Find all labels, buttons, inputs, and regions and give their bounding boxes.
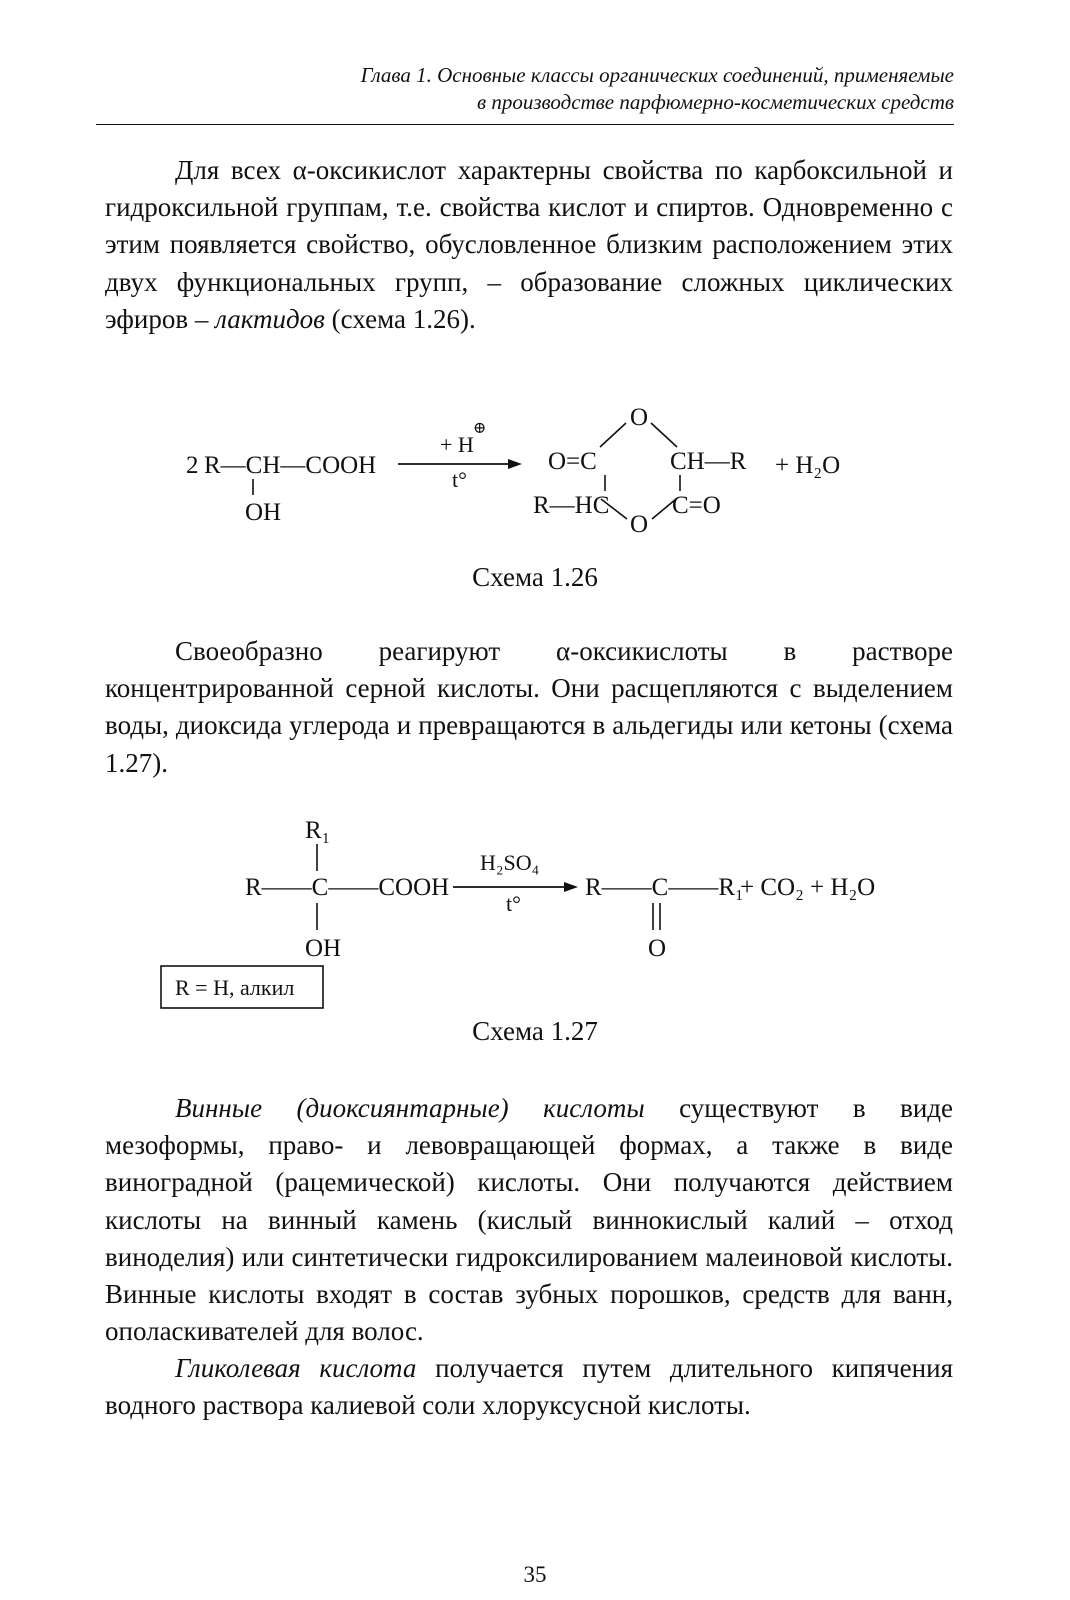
paragraph-lactides-tail: (схема 1.26).	[324, 303, 476, 334]
condition-acid: + H	[440, 432, 474, 457]
note-text: R = H, алкил	[175, 975, 295, 1000]
reactant-chain: R—CH—COOH	[204, 452, 377, 479]
condition-heat: t°	[506, 891, 521, 916]
ring-left-bottom: R—HC	[533, 492, 610, 519]
paragraph-sulfuric: Своеобразно реагируют α-оксикислоты в растворе концентрированной серной кислоты. Они расщепляются с выделением воды, диоксида углерода и превращаются в альдегиды или кетоны (схема 1.27).	[105, 636, 953, 778]
reaction-arrow-head	[564, 882, 578, 892]
product-oxygen: O	[648, 935, 667, 962]
ring-right-bottom: C=O	[672, 492, 721, 519]
header-rule	[96, 124, 954, 125]
condition-h2so4: H₂SO₄	[480, 850, 540, 875]
paragraph-tartaric	[105, 1090, 953, 1350]
scheme-1-27	[0, 808, 1070, 1018]
reactant-oh: OH	[305, 935, 342, 962]
paragraph-glycolic-text: получается путем длительного кипячения водного раствора калиевой соли хлоруксусной кислоты.	[105, 1353, 953, 1421]
scheme-1-27-drawing	[0, 808, 1070, 1018]
scheme-1-26	[0, 395, 1070, 535]
ring-bond-top-right	[651, 423, 677, 447]
substituent-r1: R₁	[305, 817, 331, 844]
condition-heat: t°	[452, 467, 467, 492]
term-glycolic-acid: Гликолевая кислота	[175, 1353, 417, 1383]
ring-right-top: CH—R	[670, 448, 747, 475]
running-header	[96, 62, 954, 116]
reactant-chain: R——C——COOH	[245, 874, 450, 901]
page-number: 35	[523, 1562, 547, 1587]
scheme-1-26-drawing	[0, 395, 1070, 535]
paragraph-lactides	[105, 152, 953, 338]
reaction-arrow-head	[508, 459, 522, 469]
ring-oxygen-top: O	[630, 404, 649, 431]
term-tartaric-acids: Винные (диоксиянтарные) кислоты	[175, 1093, 645, 1123]
term-lactides: лактидов	[215, 303, 325, 334]
scheme-1-27-caption: Схема 1.27	[472, 1016, 598, 1046]
ring-bond-top-left	[600, 423, 626, 447]
byproducts: + CO₂ + H₂O	[740, 874, 876, 901]
ring-left-top: O=C	[548, 448, 597, 475]
scheme-1-26-caption: Схема 1.26	[472, 562, 598, 592]
condition-charge: ⊕	[473, 420, 487, 437]
reactant-oh: OH	[245, 499, 282, 526]
paragraph-tartaric-text: существуют в виде мезоформы, право- и левовращающей формах, а также в виде виноградной (рацемической) кислоты. Они получаются действием кислоты на винный камень (кислый виннокислый калий – отход виноделия) или синтетически гидроксилированием малеиновой кислоты. Винные кислоты входят в состав зубных порошков, средств для ванн, ополаскивателей для волос.	[105, 1093, 953, 1347]
paragraph-glycolic	[105, 1350, 953, 1424]
ring-oxygen-bottom: O	[630, 511, 649, 535]
product-chain: R——C——R₁	[585, 874, 744, 901]
running-header-line-2: в производстве парфюмерно-косметических средств	[476, 90, 954, 114]
paragraph-lactides-text: Для всех α-оксикислот характерны свойства по карбоксильной и гидроксильной группам, т.е. свойства кислот и спиртов. Одновременно с этим появляется свойство, обусловленное близким расположением этих двух функциональных групп, – образование сложных циклических эфиров –	[105, 155, 953, 334]
reactant-coefficient: 2	[186, 452, 199, 479]
running-header-line-1: Глава 1. Основные классы органических соединений, применяемые	[360, 63, 954, 87]
byproduct-water: + H₂O	[775, 452, 841, 479]
